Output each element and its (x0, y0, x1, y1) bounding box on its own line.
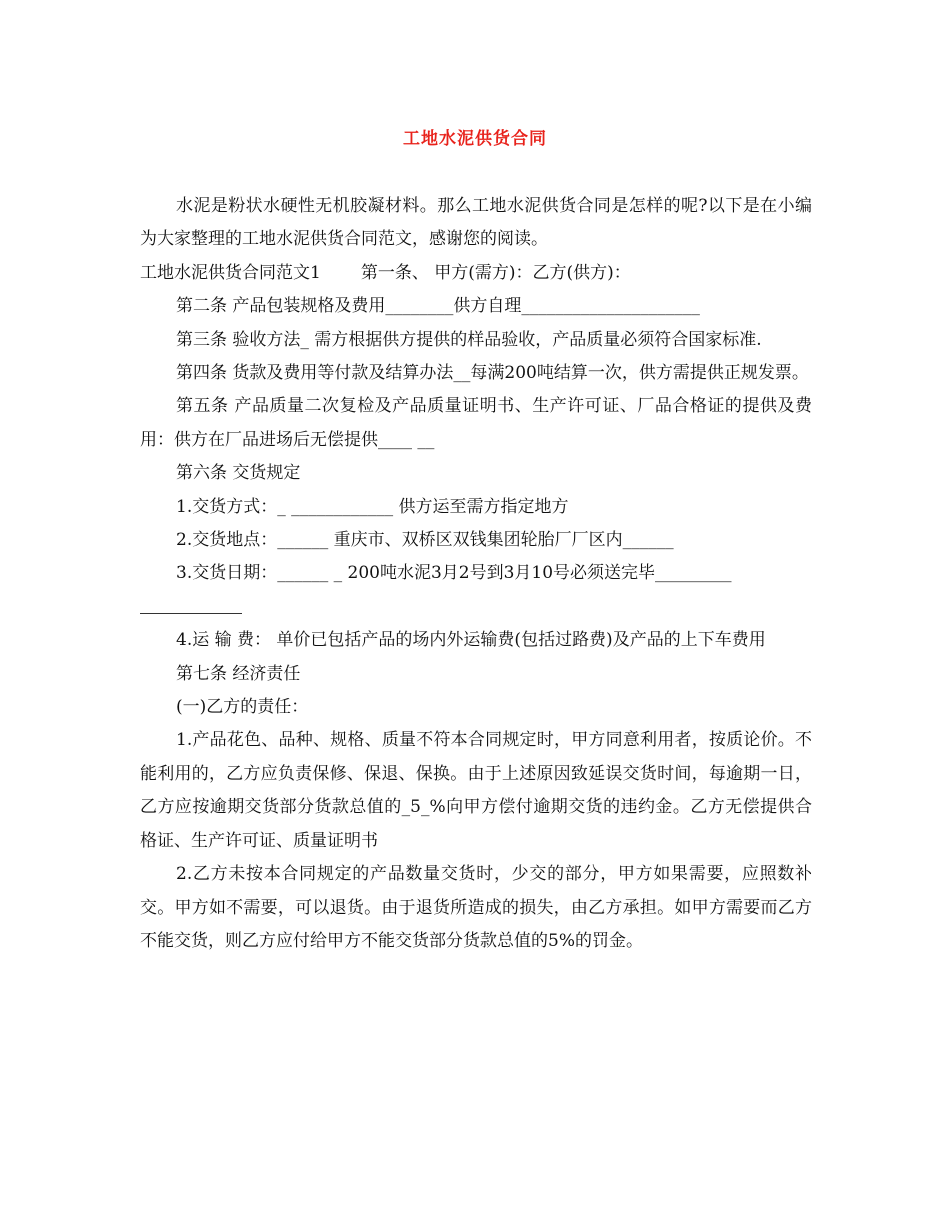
article-4: 第四条 货款及费用等付款及结算办法__每满200吨结算一次，供方需提供正规发票。 (176, 363, 809, 384)
delivery-method: 1.交货方式：_ ____________ 供方运至需方指定地方 (176, 496, 569, 517)
article-5: 第五条 产品质量二次复检及产品质量证明书、生产许可证、厂品合格证的提供及费用：供方在厂品进场后无偿提供____ __ (140, 396, 812, 450)
clause-1: 1.产品花色、品种、规格、质量不符本合同规定时，甲方同意利用者，按质论价。不能利用的，乙方应负责保修、保退、保换。由于上述原因致延误交货时间，每逾期一日，乙方应按逾期交货部分货款总值的_5_%向甲方偿付逾期交货的违约金。乙方无偿提供合格证、生产许可证、质量证明书 (140, 730, 812, 851)
delivery-place: 2.交货地点：______ 重庆市、双桥区双钱集团轮胎厂厂区内______ (176, 530, 674, 551)
article-2: 第二条 产品包装规格及费用________供方自理_____________________ (176, 296, 700, 317)
sample-heading: 工地水泥供货合同范文1 (140, 262, 321, 283)
article-3: 第三条 验收方法_ 需方根据供方提供的样品验收，产品质量必须符合国家标准. (176, 329, 762, 350)
sample-heading-line (140, 257, 812, 290)
article-1: 第一条、 甲方(需方)：乙方(供方)： (360, 262, 631, 283)
intro-paragraph: 水泥是粉状水硬性无机胶凝材料。那么工地水泥供货合同是怎样的呢?以下是在小编为大家整理的工地水泥供货合同范文，感谢您的阅读。 (140, 196, 812, 250)
article-7: 第七条 经济责任 (176, 663, 301, 684)
freight-clause: 4.运 输 费： 单价已包括产品的场内外运输费(包括过路费)及产品的上下车费用 (176, 630, 766, 651)
delivery-date: 3.交货日期：______ _ 200吨水泥3月2号到3月10号必须送完毕_________ (176, 563, 732, 584)
underline-continuation (140, 591, 812, 624)
article-6: 第六条 交货规定 (176, 463, 301, 484)
document-title: 工地水泥供货合同 (403, 129, 547, 149)
blank-underline (140, 613, 242, 614)
clause-2: 2.乙方未按本合同规定的产品数量交货时，少交的部分，甲方如果需要，应照数补交。甲方如不需要，可以退货。由于退货所造成的损失，由乙方承担。如甲方需要而乙方不能交货，则乙方应付给甲方不能交货部分货款总值的5%的罚金。 (140, 864, 812, 951)
document-body (140, 190, 812, 958)
party-b-heading: (一)乙方的责任： (176, 697, 309, 718)
